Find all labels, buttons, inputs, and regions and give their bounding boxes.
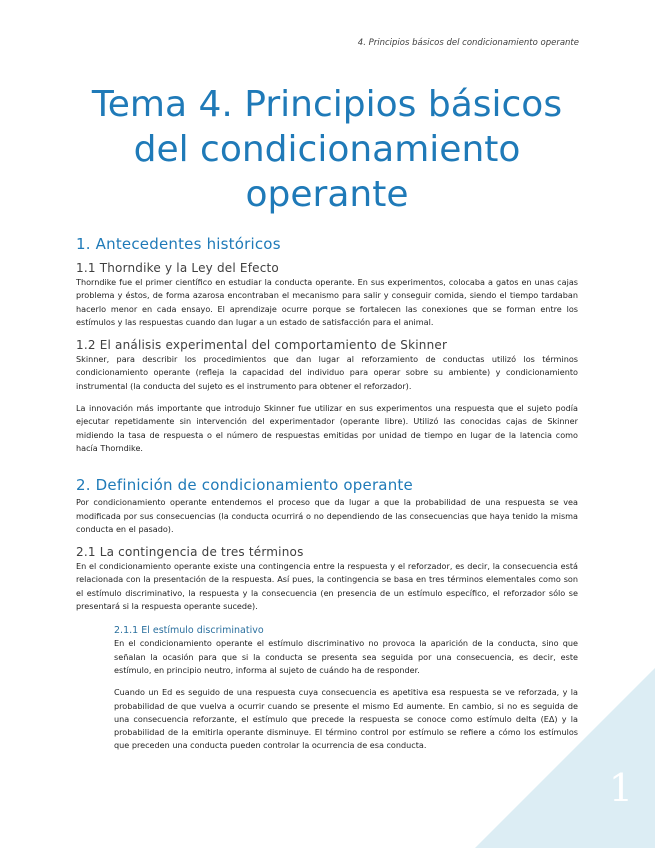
running-header: 4. Principios básicos del condicionamiento operante (357, 38, 579, 48)
paragraph: La innovación más importante que introdujo Skinner fue utilizar en sus experimentos una respuesta que el sujeto podía ejecutar repetidamente sin intervención del experimentador (operante libre). Utilizó las conocidas cajas de Skinner midiendo la tasa de respuesta o el número de respuestas emitidas por unidad de tiempo en lugar de la latencia como hacía Thorndike. (76, 403, 578, 453)
subsubsection-heading-2-1-1: 2.1.1 El estímulo discriminativo (114, 625, 264, 637)
page-number: 1 (608, 766, 633, 810)
paragraph: Por condicionamiento operante entendemos el proceso que da lugar a que la probabilidad de una respuesta se vea modificada por sus consecuencias (la conducta ocurrirá o no dependiendo de las consecuencias que haya tenido la misma conducta en el pasado). (76, 497, 578, 534)
subsubsection-block (114, 625, 578, 752)
section-heading-2: 2. Definición de condicionamiento operante (76, 476, 413, 495)
paragraph: Thorndike fue el primer científico en estudiar la conducta operante. En sus experimentos, colocaba a gatos en unas cajas problema y éstos, de forma azarosa encontraban el mecanismo para salir y conseguir comida, siendo el tiempo tardaban hacerlo menor en cada ensayo. El aprendizaje ocurre porque se fortalecen las conexiones que se forman entre los estímulos y las respuestas cuando dan lugar a un estado de satisfacción para el animal. (76, 277, 578, 327)
paragraph: En el condicionamiento operante el estímulo discriminativo no provoca la aparición de la conducta, sino que señalan la ocasión para que si la conducta se presenta sea seguida por una consecuencia, es decir, este estímulo, en principio neutro, informa al sujeto de cuándo ha de responder. (114, 638, 578, 675)
paragraph: Skinner, para describir los procedimientos que dan lugar al reforzamiento de conductas utilizó los términos condicionamiento operante (refleja la capacidad del individuo para operar sobre su ambiente) y condicionamiento instrumental (la conducta del sujeto es el instrumento para obtener el reforzador). (76, 354, 578, 391)
subsection-heading-1-1: 1.1 Thorndike y la Ley del Efecto (76, 261, 279, 275)
paragraph: Cuando un Ed es seguido de una respuesta cuya consecuencia es apetitiva esa respuesta se ve reforzada, y la probabilidad de que vuelva a ocurrir cuando se presente el mismo Ed aumente. En cambio, si no es seguida de una consecuencia reforzante, el estímulo que precede la respuesta se conoce como estímulo delta (EΔ) y la probabilidad de la emitirla operante disminuye. El término control por estímulo se refiere a cómo los estímulos que preceden una conducta pueden controlar la ocurrencia de esa conducta. (114, 687, 578, 751)
document-title: Tema 4. Principios básicos del condicionamiento operante (91, 84, 563, 215)
subsection-heading-1-2: 1.2 El análisis experimental del comportamiento de Skinner (76, 338, 448, 353)
section-spacer (76, 464, 578, 476)
document-body (76, 82, 578, 762)
paragraph: En el condicionamiento operante existe una contingencia entre la respuesta y el reforzador, es decir, la consecuencia está relacionada con la presentación de la respuesta. Así pues, la contingencia se basa en tres términos elementales como son el estímulo discriminativo, la respuesta y la consecuencia (en presencia de un estímulo específico, el reforzador sólo se presentará si la respuesta operante sucede). (76, 561, 578, 612)
subsection-heading-2-1: 2.1 La contingencia de tres términos (76, 545, 304, 560)
section-heading-1: 1. Antecedentes históricos (76, 235, 281, 253)
